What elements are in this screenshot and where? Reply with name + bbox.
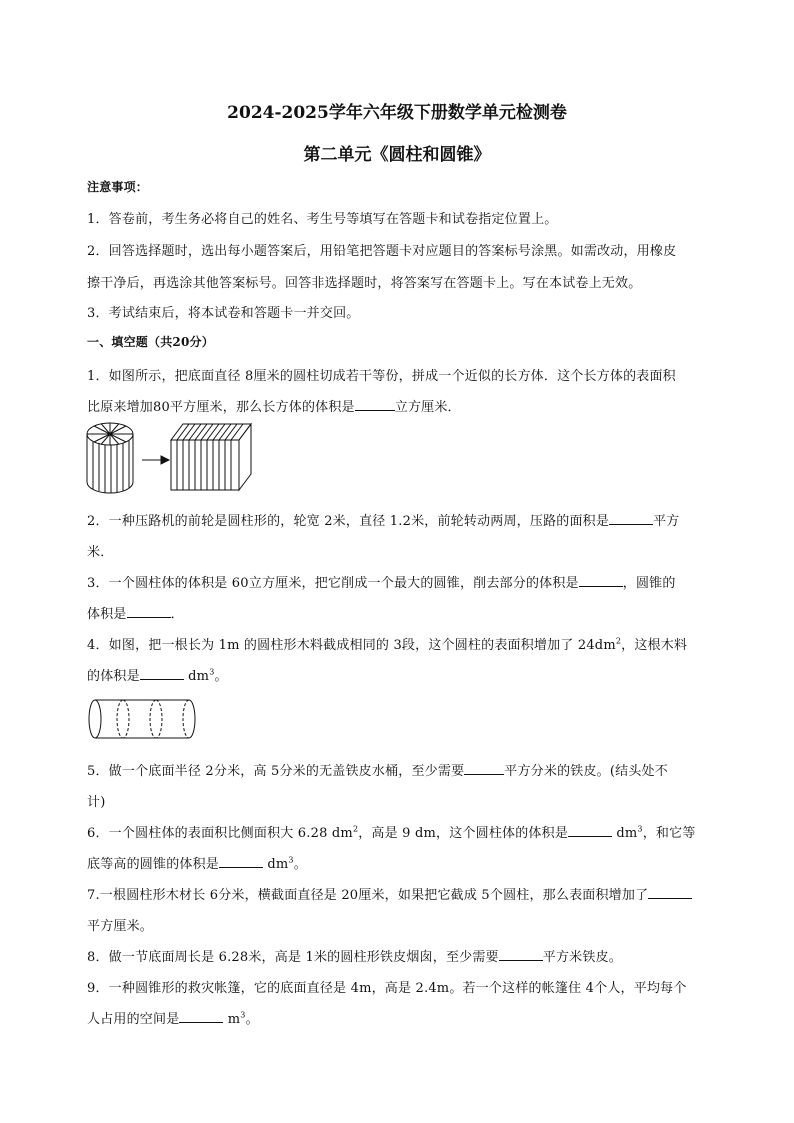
- answer-blank[interactable]: [579, 574, 623, 587]
- question-9-unit-sup: 3: [240, 1010, 246, 1020]
- question-3-text-3: 体积是: [87, 607, 127, 622]
- question-1-text: 比原来增加80平方厘米，那么长方体的体积是: [87, 400, 355, 415]
- question-1-line-1: 1．如图所示，把底面直径 8厘米的圆柱切成若干等份，拼成一个近似的长方体．这个长方体的表面积: [87, 369, 676, 384]
- answer-blank[interactable]: [464, 762, 504, 775]
- question-4-end: 。: [214, 669, 228, 684]
- question-4-unit: dm: [183, 669, 210, 684]
- question-6-unit: dm: [612, 826, 638, 841]
- answer-blank[interactable]: [355, 398, 395, 411]
- question-3-line-2: [87, 603, 184, 622]
- question-2-line-1: [87, 510, 680, 529]
- answer-blank[interactable]: [219, 855, 263, 868]
- question-7-line-1: [87, 884, 692, 903]
- log-cut-figure: [85, 697, 201, 741]
- question-4-text: 4．如图，把一根长为 1m 的圆柱形木料截成相同的 3段，这个圆柱的表面积增加了 24dm: [87, 638, 616, 653]
- question-7-text: 7.一根圆柱形木材长 6分米，横截面直径是 20厘米，如果把它截成 5个圆柱，那么表面积增加了: [87, 888, 649, 903]
- question-6-unit-2: dm: [263, 857, 289, 872]
- question-3-line-1: [87, 572, 676, 591]
- question-7-line-2: 平方厘米。: [87, 919, 154, 934]
- question-2-unit: 平方: [653, 514, 680, 529]
- question-5-line-2: 计): [87, 795, 106, 810]
- question-1-unit: 立方厘米．: [394, 400, 461, 415]
- question-6-sup: 2: [352, 824, 359, 834]
- question-6-line-1: [87, 822, 696, 841]
- question-3-text-2: ，圆锥的: [622, 576, 676, 591]
- question-3-text: 3．一个圆柱体的体积是 60立方厘米，把它削成一个最大的圆锥，削去部分的体积是: [87, 576, 579, 591]
- question-4-text-2: ，这根木料: [621, 638, 688, 653]
- answer-blank[interactable]: [179, 1010, 223, 1023]
- notice-item: 2．回答选择题时，选出每小题答案后，用铅笔把答题卡对应题目的答案标号涂黑。如需改动，用橡皮: [87, 244, 677, 259]
- question-6-line-2: [87, 853, 307, 872]
- question-9-unit: m: [223, 1012, 241, 1027]
- question-6-unit-sup-2: 3: [288, 855, 294, 865]
- question-9-text: 人占用的空间是: [87, 1012, 180, 1027]
- notice-item: 擦干净后，再选涂其他答案标号。回答非选择题时，将答案写在答题卡上。写在本试卷上无效。: [87, 276, 642, 291]
- question-4-sup: 2: [615, 636, 622, 646]
- answer-blank[interactable]: [609, 512, 653, 525]
- question-6-text-2: ，高是 9 dm，这个圆柱体的体积是: [358, 826, 569, 841]
- question-4-text-3: 的体积是: [87, 669, 140, 684]
- notice-item: 1．答卷前，考生务必将自己的姓名、考生号等填写在答题卡和试卷指定位置上。: [87, 212, 558, 227]
- question-5-text: 5．做一个底面半径 2分米，高 5分米的无盖铁皮水桶，至少需要: [87, 764, 465, 779]
- answer-blank[interactable]: [648, 886, 692, 899]
- question-6-text-3: ，和它等: [642, 826, 696, 841]
- notice-heading: 注意事项：: [87, 180, 149, 194]
- question-5-text-2: 平方分米的铁皮。(结头处不: [504, 764, 668, 779]
- answer-blank[interactable]: [499, 948, 543, 961]
- cylinder-to-cuboid-figure: [85, 420, 255, 498]
- question-8-text: 8．做一节底面周长是 6.28米，高是 1米的圆柱形铁皮烟囱，至少需要: [87, 950, 499, 965]
- question-6-text: 6．一个圆柱体的表面积比侧面积大 6.28 dm: [87, 826, 353, 841]
- question-4-line-2: [87, 665, 228, 684]
- question-5-line-1: [87, 760, 668, 779]
- answer-blank[interactable]: [140, 667, 184, 680]
- question-6-end: 。: [293, 857, 307, 872]
- answer-blank[interactable]: [568, 824, 612, 837]
- question-9-line-1: 9．一种圆锥形的救灾帐篷，它的底面直径是 4m，高是 2.4m。若一个这样的帐篷住 4个人，平均每个: [87, 981, 687, 996]
- question-2-text: 2．一种压路机的前轮是圆柱形的，轮宽 2米，直径 1.2米，前轮转动两周，压路的面积是: [87, 514, 610, 529]
- question-4-line-1: [87, 634, 687, 653]
- question-4-unit-sup: 3: [209, 667, 215, 677]
- question-6-unit-sup: 3: [637, 824, 643, 834]
- question-9-end: 。: [245, 1012, 259, 1027]
- question-1-line-2: [87, 396, 461, 415]
- question-8-text-2: 平方米铁皮。: [542, 950, 622, 965]
- question-2-line-2: 米．: [87, 545, 114, 560]
- answer-blank[interactable]: [127, 605, 171, 618]
- question-8-line-1: [87, 946, 622, 965]
- question-3-end: ．: [170, 607, 184, 622]
- notice-item: 3．考试结束后，将本试卷和答题卡一并交回。: [87, 306, 360, 321]
- question-6-text-4: 底等高的圆锥的体积是: [87, 857, 220, 872]
- exam-subtitle: 第二单元《圆柱和圆锥》: [303, 145, 491, 165]
- question-9-line-2: [87, 1008, 259, 1027]
- exam-title: 2024-2025学年六年级下册数学单元检测卷: [227, 103, 567, 123]
- section-title: 一、填空题（共20分）: [87, 335, 214, 349]
